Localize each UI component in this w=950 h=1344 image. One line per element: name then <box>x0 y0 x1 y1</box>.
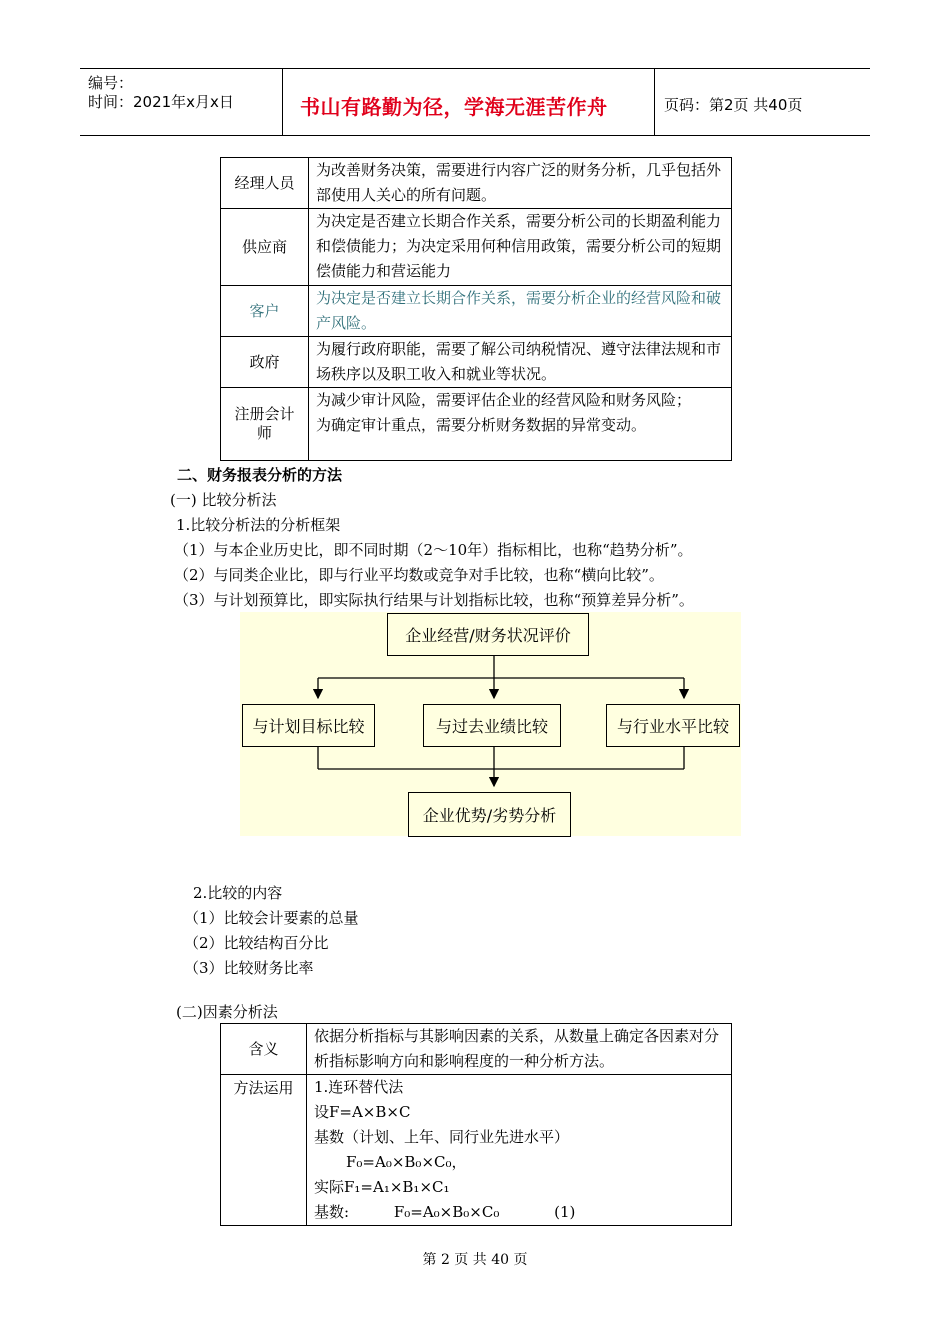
row-text-customer: 为决定是否建立长期合作关系，需要分析企业的经营风险和破产风险。 <box>309 286 732 337</box>
cpa-text-line1: 为减少审计风险，需要评估企业的经营风险和财务风险； <box>316 391 692 409</box>
header-time-label: 时间：2021年x月x日 <box>88 93 234 111</box>
flow-node-top: 企业经营/财务状况评价 <box>387 613 589 656</box>
row-label-government: 政府 <box>221 337 309 388</box>
base-formula: F₀=A₀×B₀×C₀ <box>393 1203 500 1221</box>
factor-analysis-table <box>220 1023 732 1226</box>
item1-line-1: （1）与本企业历史比，即不同时期（2～10年）指标相比，也称“趋势分析”。 <box>174 541 693 559</box>
base-line: 基数（计划、上年、同行业先进水平） <box>314 1128 570 1146</box>
row-label-manager: 经理人员 <box>221 158 309 209</box>
method-content <box>307 1075 732 1226</box>
method-label: 方法运用 <box>221 1075 307 1226</box>
meaning-text: 依据分析指标与其影响因素的关系，从数量上确定各因素对分析指标影响方向和影响程度的一种分析方法。 <box>307 1024 732 1075</box>
item2-title: 2.比较的内容 <box>193 884 283 902</box>
set-line: 设F=A×B×C <box>314 1103 411 1121</box>
table-row <box>221 1024 732 1075</box>
formula-base: F₀=A₀×B₀×C₀， <box>346 1153 467 1171</box>
item2-line-1: （1）比较会计要素的总量 <box>184 909 359 927</box>
row-label-customer: 客户 <box>221 286 309 337</box>
base-formula-row <box>314 1200 725 1225</box>
meaning-label: 含义 <box>221 1024 307 1075</box>
method-title: 1.连环替代法 <box>314 1078 404 1096</box>
section-heading: 二、财务报表分析的方法 <box>177 466 343 484</box>
flow-node-right: 与行业水平比较 <box>606 704 740 747</box>
subsection-factor: (二)因素分析法 <box>176 1003 278 1021</box>
cpa-label-text: 注册会计师 <box>234 405 295 442</box>
row-text-supplier: 为决定是否建立长期合作关系，需要分析公司的长期盈利能力和偿债能力；为决定采用何种信用政策，需要分析公司的短期偿债能力和营运能力 <box>309 209 732 286</box>
item2-line-3: （3）比较财务比率 <box>184 959 314 977</box>
flow-node-left: 与计划目标比较 <box>242 704 375 747</box>
subsection-comparison: (一) 比较分析法 <box>170 491 277 509</box>
header-number-label: 编号： <box>88 74 134 92</box>
row-text-manager: 为改善财务决策，需要进行内容广泛的财务分析，几乎包括外部使用人关心的所有问题。 <box>309 158 732 209</box>
flow-node-bottom: 企业优势/劣势分析 <box>408 792 571 837</box>
page-footer: 第 2 页 共 40 页 <box>422 1252 528 1268</box>
row-label-supplier: 供应商 <box>221 209 309 286</box>
table-row <box>221 1075 732 1226</box>
cpa-text-line2: 为确定审计重点，需要分析财务数据的异常变动。 <box>316 416 647 434</box>
equation-number: (1) <box>554 1203 576 1221</box>
base-label: 基数: <box>314 1203 350 1221</box>
row-text-government: 为履行政府职能，需要了解公司纳税情况、遵守法律法规和市场秩序以及职工收入和就业等状况。 <box>309 337 732 388</box>
item1-line-3: （3）与计划预算比，即实际执行结果与计划指标比较，也称“预算差异分析”。 <box>174 591 694 609</box>
item2-line-2: （2）比较结构百分比 <box>184 934 329 952</box>
item1-title: 1.比较分析法的分析框架 <box>176 516 341 534</box>
item1-line-2: （2）与同类企业比，即与行业平均数或竞争对手比较，也称“横向比较”。 <box>174 566 664 584</box>
flow-node-middle: 与过去业绩比较 <box>423 704 561 747</box>
header-motto: 书山有路勤为径，学海无涯苦作舟 <box>300 95 608 119</box>
actual-line: 实际F₁=A₁×B₁×C₁ <box>314 1178 450 1196</box>
header-page-code: 页码：第2页 共40页 <box>664 96 803 114</box>
